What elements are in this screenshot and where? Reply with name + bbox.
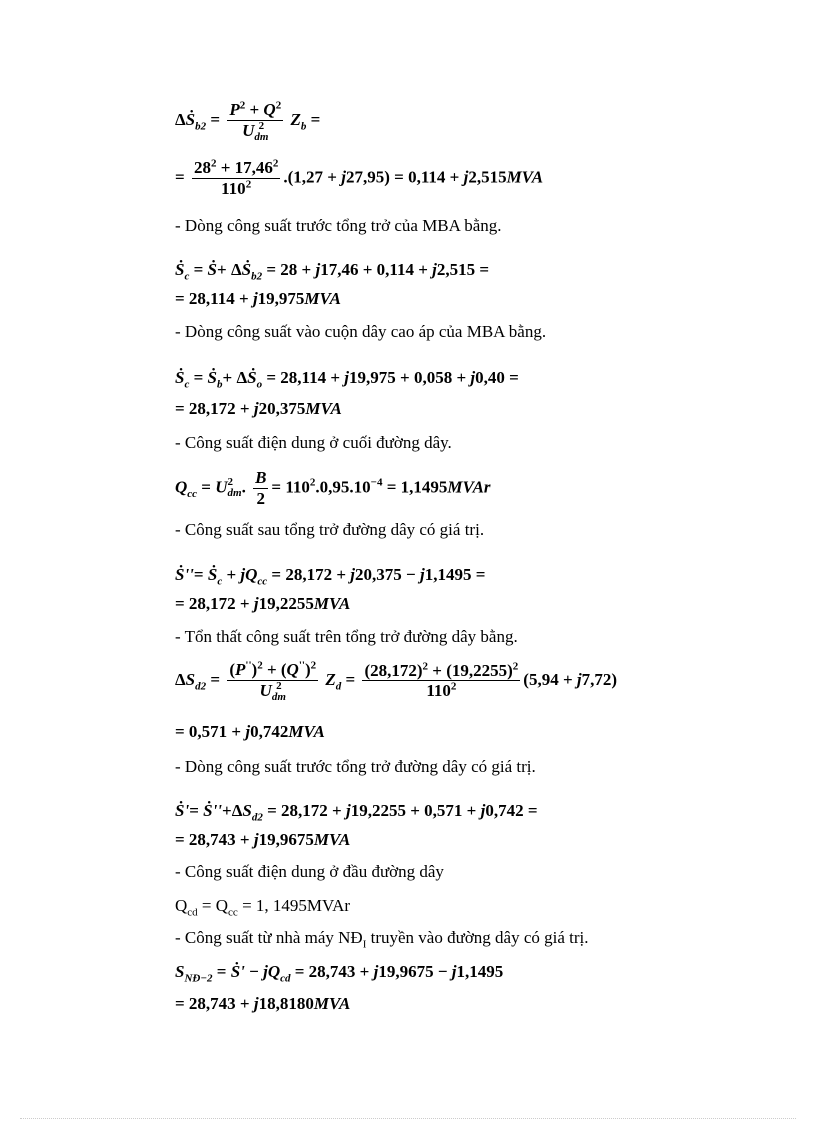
text-line-2: - Dòng công suất vào cuộn dây cao áp của MBA bằng. xyxy=(175,322,547,341)
equation-delta-sd2-result: = 0,571 + j0,742MVA xyxy=(175,722,325,741)
text-line-1: - Dòng công suất trước tổng trở của MBA bằng. xyxy=(175,216,502,235)
text-line-6: - Dòng công suất trước tổng trở đường dây có giá trị. xyxy=(175,757,536,776)
page-bottom-divider xyxy=(20,1118,796,1119)
equation-sc-2-result: = 28,172 + j20,375MVA xyxy=(175,399,342,418)
text-line-7: - Công suất điện dung ở đầu đường dây xyxy=(175,862,444,881)
equation-delta-sb2: ΔṠ$_{b2}$ = $P^2 + Q^2$ U 2 dm $Z_b$ = xyxy=(175,99,321,143)
equation-qcc: $Q_{cc} = U$ 2 dm . $\frac{B}{2}$ = $110^2.0,95.10^{-4}$ = 1,1495MVAr xyxy=(175,468,491,508)
equation-delta-sd2: $\Delta S_{d2}$ = $(P'')^2 + (Q'')^2$ U 2 dm $Z_d$ = $\frac{(28,172)^2 + (19,2255)^2}{110^2}$ (5,94 + j7,72) xyxy=(175,659,618,703)
qcd-line: $Q_{cd} = Q_{cc} = 1$, 1495MVAr xyxy=(175,896,351,919)
equation-s-double-prime: Ṡ''= Ṡ$_c$ + $jQ_{cc} = 28,172 + j20,375 - j1,1495$ = xyxy=(175,565,486,588)
text-line-4: - Công suất sau tổng trở đường dây có giá trị. xyxy=(175,520,485,539)
text-line-3: - Công suất điện dung ở cuối đường dây. xyxy=(175,433,452,452)
equation-snd2-result: = 28,743 + j18,8180MVA xyxy=(175,994,351,1013)
equation-s-prime-result: = 28,743 + j19,9675MVA xyxy=(175,830,351,849)
equation-sc-1: Ṡ$_c$ = Ṡ+ ΔṠ$_{b2}$ = 28 + j17,46 + 0,114 + j2,515 = xyxy=(175,260,490,283)
equation-snd2: $S_{NĐ-2}$ = Ṡ' − $jQ_{cd} = 28,743 + j19,9675 - j1,1495$ xyxy=(175,962,504,985)
text-line-5: - Tổn thất công suất trên tổng trở đường dây bằng. xyxy=(175,627,518,646)
equation-s-double-prime-result: = 28,172 + j19,2255MVA xyxy=(175,594,351,613)
equation-sc-1-result: = 28,114 + j19,975MVA xyxy=(175,289,341,308)
text-line-8: - Công suất từ nhà máy $NĐ_I$ truyền vào đường dây có giá trị. xyxy=(175,928,589,951)
equation-sc-2: Ṡ$_c$ = Ṡ$_b$+ ΔṠ$_o$ = 28,114 + j19,975 + 0,058 + j0,40 = xyxy=(175,368,519,391)
equation-delta-sb2-value: = $\frac{28^2 + 17,46^2}{110^2}$ .(1,27 + j27,95) = 0,114 + j2,515MVA xyxy=(175,157,544,198)
equation-s-prime: Ṡ'= $Ṡ''+\Delta S_{d2} = 28,172 + j19,2255 + 0,571 + j0,742$ = xyxy=(175,801,538,824)
